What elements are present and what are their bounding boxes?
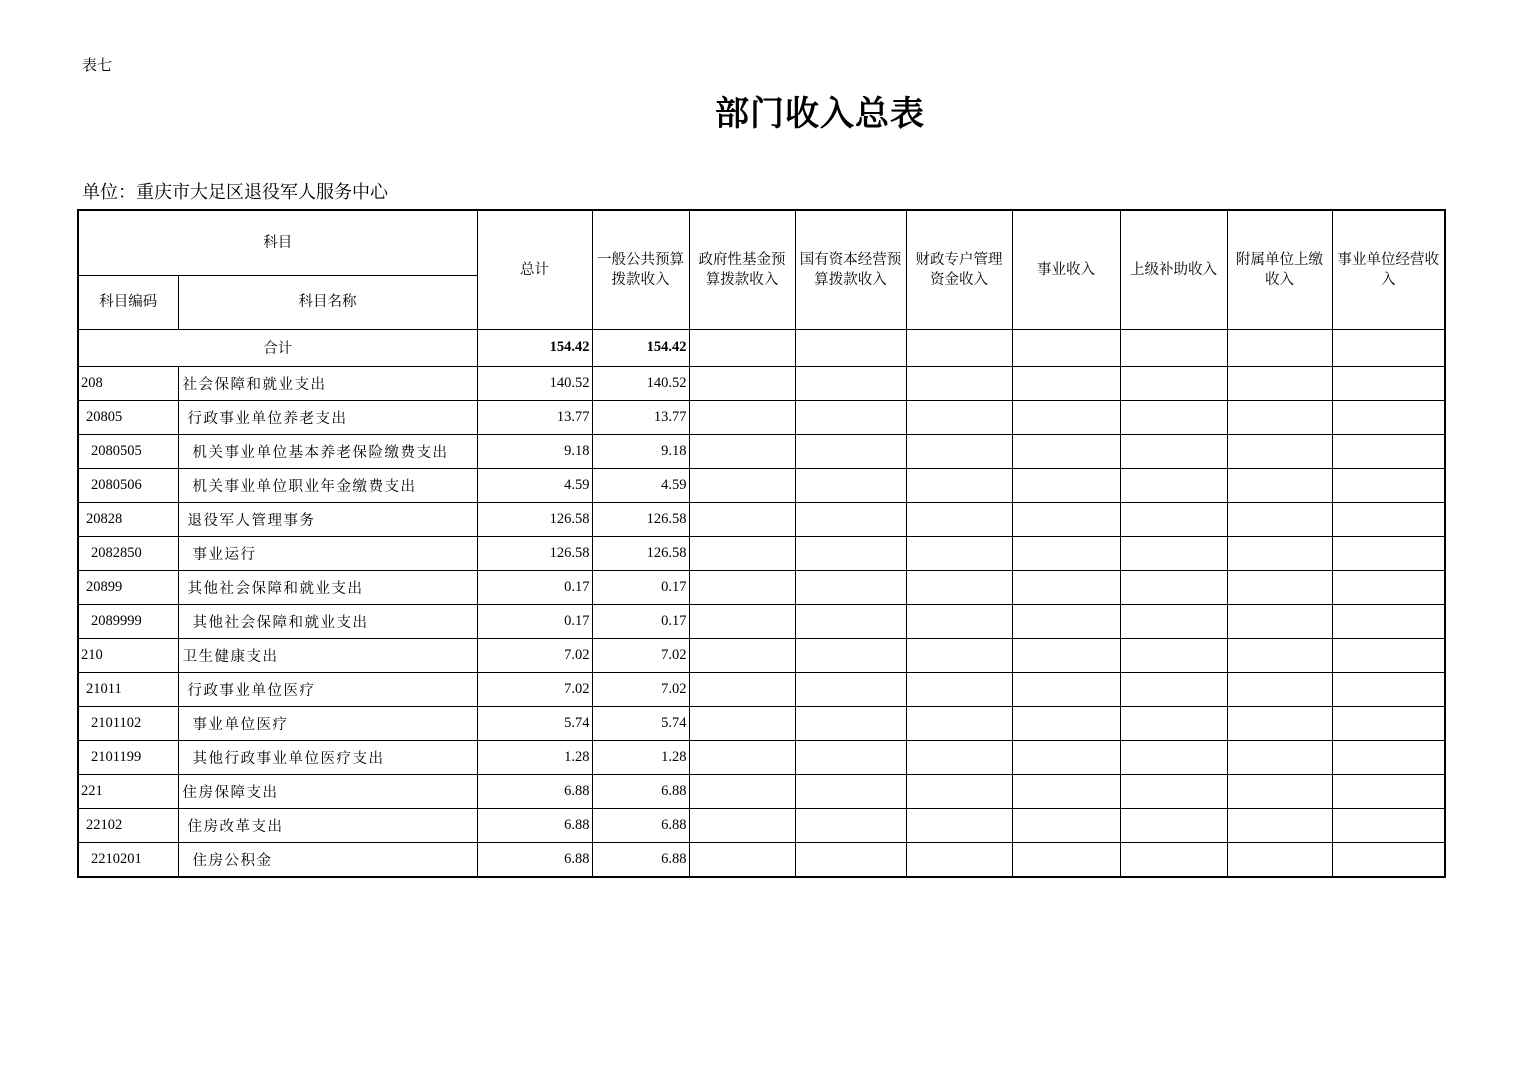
empty-cell: [906, 329, 1012, 366]
total-value: 0.17: [477, 570, 592, 604]
empty-cell: [1227, 740, 1332, 774]
empty-cell: [906, 706, 1012, 740]
empty-cell: [1227, 400, 1332, 434]
empty-cell: [795, 400, 906, 434]
table-row: [78, 536, 1445, 570]
subject-name: 其他社会保障和就业支出: [178, 604, 477, 638]
subject-code: 20805: [78, 400, 178, 434]
empty-cell: [1012, 638, 1120, 672]
empty-cell: [906, 604, 1012, 638]
total-value: 7.02: [477, 638, 592, 672]
general-budget-value: 6.88: [592, 774, 689, 808]
table-row: [78, 502, 1445, 536]
empty-cell: [1332, 536, 1445, 570]
empty-cell: [1227, 808, 1332, 842]
empty-cell: [1120, 570, 1227, 604]
general-budget-value: 6.88: [592, 808, 689, 842]
subject-name: 退役军人管理事务: [178, 502, 477, 536]
general-budget-value: 126.58: [592, 536, 689, 570]
empty-cell: [689, 672, 795, 706]
subject-name: 社会保障和就业支出: [178, 366, 477, 400]
empty-cell: [1012, 536, 1120, 570]
empty-cell: [1332, 842, 1445, 877]
general-budget-value: 140.52: [592, 366, 689, 400]
empty-cell: [1012, 808, 1120, 842]
empty-cell: [689, 808, 795, 842]
empty-cell: [689, 434, 795, 468]
empty-cell: [1227, 706, 1332, 740]
general-budget-value: 0.17: [592, 570, 689, 604]
empty-cell: [906, 366, 1012, 400]
table-row: [78, 740, 1445, 774]
empty-cell: [689, 706, 795, 740]
total-value: 126.58: [477, 502, 592, 536]
empty-cell: [1227, 536, 1332, 570]
empty-cell: [1012, 570, 1120, 604]
total-value: 154.42: [477, 329, 592, 366]
empty-cell: [1120, 740, 1227, 774]
subject-name: 其他社会保障和就业支出: [178, 570, 477, 604]
empty-cell: [1227, 329, 1332, 366]
empty-cell: [1120, 536, 1227, 570]
empty-cell: [906, 638, 1012, 672]
header-affiliated-payment: 附属单位上缴收入: [1227, 210, 1332, 329]
empty-cell: [795, 468, 906, 502]
total-value: 140.52: [477, 366, 592, 400]
empty-cell: [1120, 774, 1227, 808]
empty-cell: [1120, 842, 1227, 877]
empty-cell: [906, 842, 1012, 877]
general-budget-value: 1.28: [592, 740, 689, 774]
general-budget-value: 0.17: [592, 604, 689, 638]
empty-cell: [906, 536, 1012, 570]
total-value: 4.59: [477, 468, 592, 502]
empty-cell: [1012, 774, 1120, 808]
empty-cell: [795, 570, 906, 604]
empty-cell: [689, 604, 795, 638]
empty-cell: [795, 604, 906, 638]
table-row: [78, 366, 1445, 400]
table-number: 表七: [82, 56, 113, 74]
header-subject: 科目: [78, 210, 477, 275]
total-general-budget: 154.42: [592, 329, 689, 366]
empty-cell: [795, 329, 906, 366]
empty-cell: [1332, 740, 1445, 774]
table-row: [78, 638, 1445, 672]
general-budget-value: 13.77: [592, 400, 689, 434]
empty-cell: [1012, 740, 1120, 774]
subject-code: 2080505: [78, 434, 178, 468]
empty-cell: [1012, 672, 1120, 706]
subject-code: 210: [78, 638, 178, 672]
table-row: [78, 400, 1445, 434]
empty-cell: [906, 808, 1012, 842]
empty-cell: [689, 740, 795, 774]
empty-cell: [795, 672, 906, 706]
empty-cell: [795, 638, 906, 672]
empty-cell: [1120, 502, 1227, 536]
empty-cell: [795, 706, 906, 740]
empty-cell: [906, 774, 1012, 808]
empty-cell: [1120, 808, 1227, 842]
header-subject-name: 科目名称: [178, 275, 477, 329]
empty-cell: [1332, 329, 1445, 366]
empty-cell: [689, 468, 795, 502]
subject-name: 住房改革支出: [178, 808, 477, 842]
empty-cell: [1012, 400, 1120, 434]
total-value: 6.88: [477, 842, 592, 877]
empty-cell: [689, 842, 795, 877]
empty-cell: [1227, 502, 1332, 536]
table-row: [78, 570, 1445, 604]
empty-cell: [1120, 672, 1227, 706]
empty-cell: [689, 638, 795, 672]
empty-cell: [795, 740, 906, 774]
empty-cell: [1012, 502, 1120, 536]
empty-cell: [795, 502, 906, 536]
empty-cell: [1227, 842, 1332, 877]
general-budget-value: 6.88: [592, 842, 689, 877]
header-superior-subsidy: 上级补助收入: [1120, 210, 1227, 329]
header-subject-code: 科目编码: [78, 275, 178, 329]
empty-cell: [1332, 672, 1445, 706]
empty-cell: [906, 468, 1012, 502]
empty-cell: [1227, 604, 1332, 638]
subject-code: 21011: [78, 672, 178, 706]
total-value: 6.88: [477, 774, 592, 808]
empty-cell: [1332, 604, 1445, 638]
empty-cell: [1227, 638, 1332, 672]
empty-cell: [1012, 329, 1120, 366]
subject-name: 行政事业单位养老支出: [178, 400, 477, 434]
general-budget-value: 5.74: [592, 706, 689, 740]
empty-cell: [1012, 604, 1120, 638]
empty-cell: [1012, 434, 1120, 468]
subject-code: 2101199: [78, 740, 178, 774]
general-budget-value: 7.02: [592, 672, 689, 706]
subject-code: 221: [78, 774, 178, 808]
subject-name: 卫生健康支出: [178, 638, 477, 672]
header-business-operation: 事业单位经营收入: [1332, 210, 1445, 329]
empty-cell: [795, 536, 906, 570]
empty-cell: [1120, 329, 1227, 366]
empty-cell: [1227, 774, 1332, 808]
header-fiscal-special: 财政专户管理资金收入: [906, 210, 1012, 329]
header-total: 总计: [477, 210, 592, 329]
empty-cell: [1332, 400, 1445, 434]
header-general-budget: 一般公共预算拨款收入: [592, 210, 689, 329]
empty-cell: [795, 808, 906, 842]
table-row: [78, 842, 1445, 877]
unit-label: 单位：重庆市大足区退役军人服务中心: [82, 182, 388, 203]
total-value: 6.88: [477, 808, 592, 842]
total-value: 9.18: [477, 434, 592, 468]
empty-cell: [1332, 570, 1445, 604]
empty-cell: [906, 570, 1012, 604]
total-value: 7.02: [477, 672, 592, 706]
empty-cell: [795, 366, 906, 400]
table-row: [78, 774, 1445, 808]
empty-cell: [906, 434, 1012, 468]
total-value: 126.58: [477, 536, 592, 570]
empty-cell: [1227, 434, 1332, 468]
subject-code: 2089999: [78, 604, 178, 638]
general-budget-value: 126.58: [592, 502, 689, 536]
empty-cell: [1227, 672, 1332, 706]
subject-code: 2210201: [78, 842, 178, 877]
header-state-capital: 国有资本经营预算拨款收入: [795, 210, 906, 329]
subject-name: 事业运行: [178, 536, 477, 570]
table-row: [78, 434, 1445, 468]
table-row: [78, 468, 1445, 502]
empty-cell: [1120, 468, 1227, 502]
subject-code: 2080506: [78, 468, 178, 502]
table-row: [78, 672, 1445, 706]
empty-cell: [1012, 468, 1120, 502]
empty-cell: [1332, 366, 1445, 400]
empty-cell: [795, 434, 906, 468]
empty-cell: [1120, 400, 1227, 434]
subject-code: 2082850: [78, 536, 178, 570]
total-value: 1.28: [477, 740, 592, 774]
empty-cell: [1332, 434, 1445, 468]
subject-code: 208: [78, 366, 178, 400]
subject-name: 事业单位医疗: [178, 706, 477, 740]
empty-cell: [1332, 468, 1445, 502]
empty-cell: [1120, 434, 1227, 468]
empty-cell: [689, 536, 795, 570]
general-budget-value: 7.02: [592, 638, 689, 672]
empty-cell: [689, 502, 795, 536]
empty-cell: [689, 400, 795, 434]
empty-cell: [795, 842, 906, 877]
empty-cell: [689, 329, 795, 366]
total-value: 5.74: [477, 706, 592, 740]
empty-cell: [1332, 706, 1445, 740]
table-row: [78, 706, 1445, 740]
page-title: 部门收入总表: [715, 94, 925, 134]
empty-cell: [1120, 604, 1227, 638]
empty-cell: [1012, 706, 1120, 740]
subject-name: 住房保障支出: [178, 774, 477, 808]
header-gov-fund: 政府性基金预算拨款收入: [689, 210, 795, 329]
subject-name: 机关事业单位职业年金缴费支出: [178, 468, 477, 502]
table-row: [78, 808, 1445, 842]
empty-cell: [1227, 570, 1332, 604]
empty-cell: [689, 366, 795, 400]
empty-cell: [1332, 808, 1445, 842]
total-row: [78, 329, 1445, 366]
empty-cell: [906, 502, 1012, 536]
income-table: [77, 209, 1446, 878]
empty-cell: [1012, 366, 1120, 400]
total-value: 13.77: [477, 400, 592, 434]
total-label: 合计: [78, 329, 477, 366]
empty-cell: [1227, 468, 1332, 502]
empty-cell: [906, 400, 1012, 434]
total-value: 0.17: [477, 604, 592, 638]
general-budget-value: 4.59: [592, 468, 689, 502]
subject-name: 其他行政事业单位医疗支出: [178, 740, 477, 774]
empty-cell: [1332, 774, 1445, 808]
subject-name: 住房公积金: [178, 842, 477, 877]
header-business-income: 事业收入: [1012, 210, 1120, 329]
empty-cell: [689, 774, 795, 808]
empty-cell: [1332, 502, 1445, 536]
empty-cell: [1120, 638, 1227, 672]
subject-code: 20828: [78, 502, 178, 536]
subject-code: 2101102: [78, 706, 178, 740]
general-budget-value: 9.18: [592, 434, 689, 468]
empty-cell: [689, 570, 795, 604]
empty-cell: [906, 672, 1012, 706]
subject-name: 行政事业单位医疗: [178, 672, 477, 706]
empty-cell: [1012, 842, 1120, 877]
empty-cell: [1120, 706, 1227, 740]
empty-cell: [1332, 638, 1445, 672]
table-row: [78, 604, 1445, 638]
subject-name: 机关事业单位基本养老保险缴费支出: [178, 434, 477, 468]
empty-cell: [1227, 366, 1332, 400]
subject-code: 22102: [78, 808, 178, 842]
subject-code: 20899: [78, 570, 178, 604]
empty-cell: [906, 740, 1012, 774]
empty-cell: [1120, 366, 1227, 400]
empty-cell: [795, 774, 906, 808]
